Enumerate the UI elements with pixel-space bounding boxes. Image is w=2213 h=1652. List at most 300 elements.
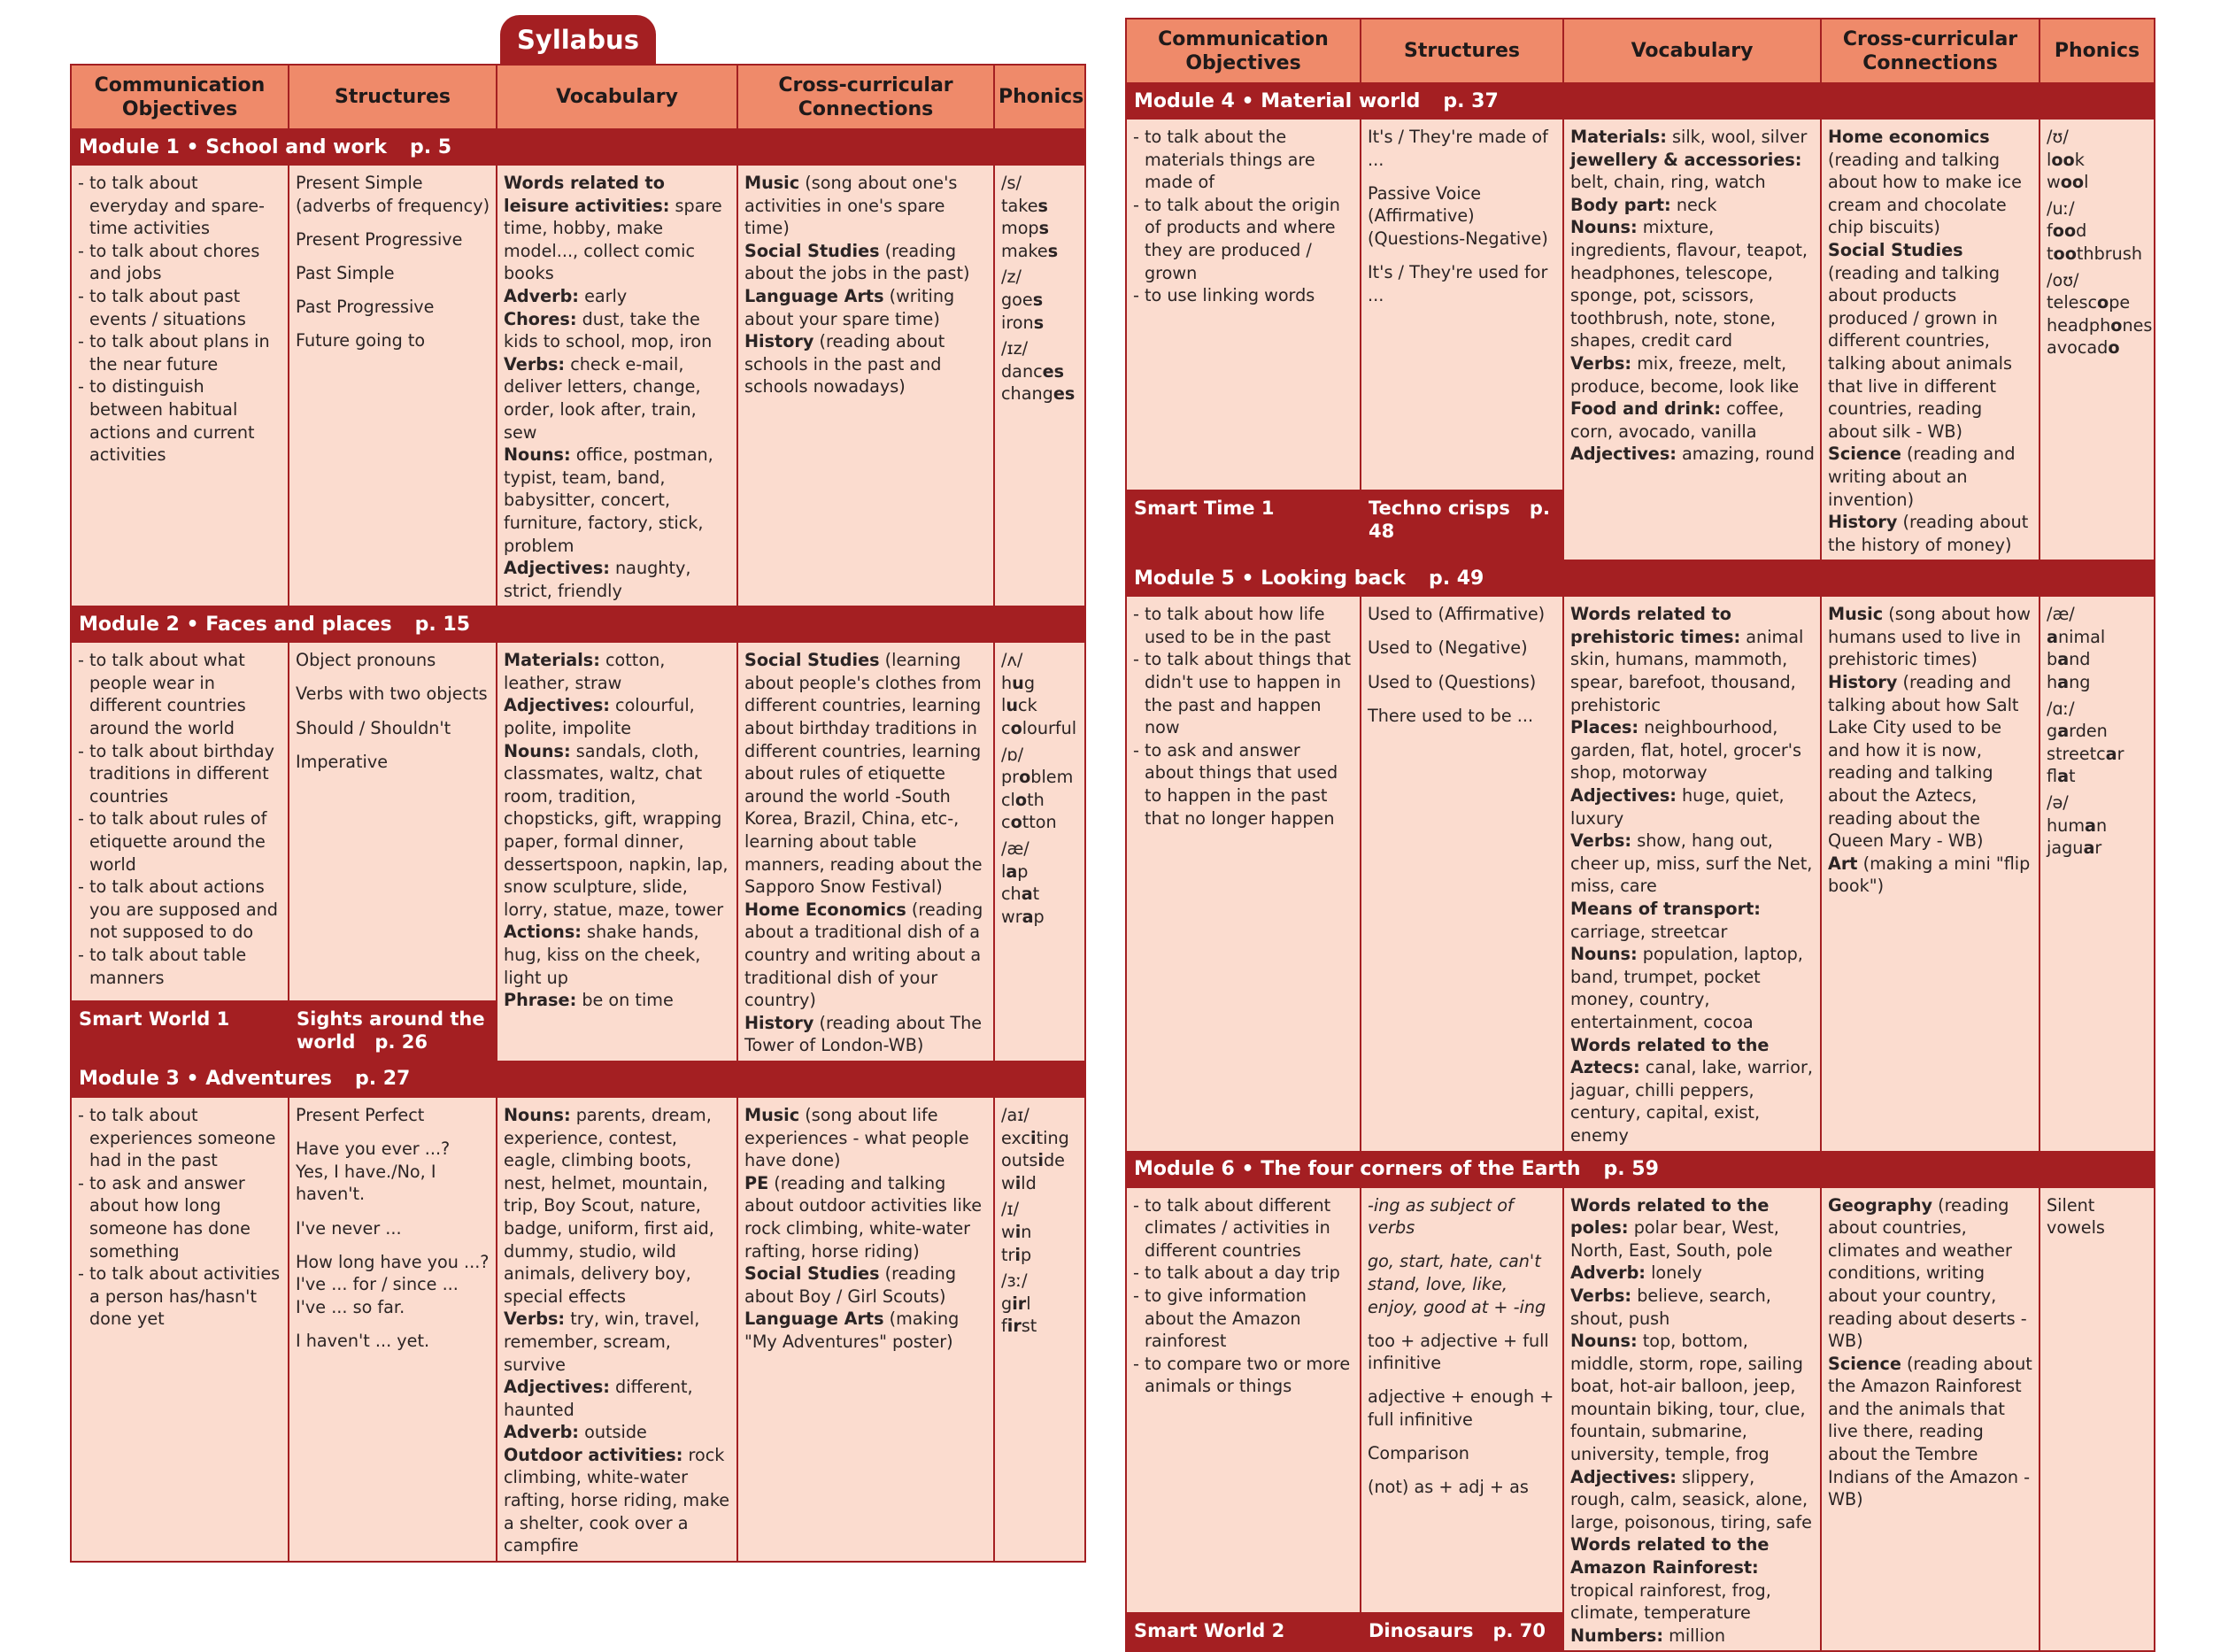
entry-text: mixture, ingredients, flavour, teapot, headphones, telescope, sponge, pot, scissors, toothbrush, note, stone, shapes, credit card	[1570, 217, 1808, 351]
entry	[1570, 443, 1815, 466]
entry	[504, 1421, 731, 1444]
word-part: k	[2074, 149, 2085, 170]
header-cross-curricular: Cross-curricular Connections	[737, 65, 994, 129]
entry-text: tropical rainforest, frog, climate, temperature	[1570, 1579, 1771, 1624]
header-phonics: Phonics	[2040, 19, 2155, 83]
phonics-symbol: /s/	[1001, 173, 1022, 193]
entry-text: colourful, polite, impolite	[504, 695, 695, 739]
entry-text: parents, dream, experience, contest, eagle, climbing boots, nest, helmet, mountain, trip, Boy Scout, nature, badge, uniform, first aid, dummy, studio, wild animals, delivery boy, special effects	[504, 1104, 714, 1307]
word-highlight: u	[1006, 695, 1019, 716]
smart-world-2-label: Smart World 2	[1126, 1613, 1361, 1652]
entry	[504, 353, 731, 444]
word-part: t	[1032, 884, 1040, 905]
entry-text: (reading and talking about outdoor activities like rock climbing, white-water rafting, horse riding)	[744, 1172, 983, 1262]
word-part: h	[2047, 672, 2058, 693]
entry	[744, 172, 988, 240]
objective-item: - to talk about how life used to be in the past	[1133, 603, 1354, 648]
entry	[1570, 784, 1815, 830]
phonics-word	[1001, 789, 1079, 812]
phonics-word	[2047, 291, 2148, 314]
entry-label: PE	[744, 1172, 769, 1193]
phonics-symbol: /ɪz/	[1001, 338, 1029, 359]
word-highlight: a	[1022, 906, 1034, 927]
entry-text: silk, wool, silver	[1666, 127, 1808, 147]
entry-label: Art	[1828, 853, 1858, 874]
word-part: p	[1033, 906, 1045, 927]
entry	[1570, 943, 1815, 1033]
header-structures: Structures	[289, 65, 497, 129]
entry-label: Language Arts	[744, 1308, 884, 1330]
entry-text: neighbourhood, garden, flat, hotel, grocer's shop, motorway	[1570, 717, 1802, 784]
module-title: Module 1 • School and work	[79, 135, 388, 158]
word-part: outs	[1001, 1150, 1038, 1171]
entry	[1828, 603, 2033, 671]
word-part: ch	[1001, 884, 1022, 905]
structure-item: too + adjective + full infinitive	[1368, 1330, 1549, 1374]
entry-label: History	[1828, 672, 1898, 693]
objective-item: - to talk about what people wear in different countries around the world	[78, 649, 282, 739]
structure-item	[1368, 1194, 1557, 1239]
syllabus-table-left	[70, 64, 1086, 1563]
entry-label: Materials:	[1570, 127, 1667, 147]
objective-item: - to talk about the origin of products and where they are produced / grown	[1133, 194, 1354, 284]
entry-label: Geography	[1828, 1194, 1932, 1216]
phonics-word	[1001, 1172, 1079, 1195]
m5-comm-cell	[1126, 596, 1361, 1151]
word-part: g	[2047, 721, 2058, 742]
structure-item: Imperative	[296, 751, 388, 772]
entry-label: Adverb:	[504, 1422, 579, 1443]
word-highlight: o	[2097, 292, 2109, 313]
entry-label: Adjectives:	[1570, 785, 1677, 807]
structure-item: Have you ever ...?	[296, 1139, 451, 1160]
word-highlight: es	[1053, 383, 1076, 405]
phonics-word	[1001, 240, 1079, 263]
phonics-word	[1001, 382, 1079, 405]
entry	[1570, 149, 1815, 194]
entry	[1828, 511, 2033, 556]
objective-item: - to talk about table manners	[78, 944, 282, 989]
word-part: jagu	[2047, 838, 2084, 859]
header-communication: Communication Objectives	[1126, 19, 1361, 83]
module-6-title-bar	[1126, 1152, 2155, 1187]
module-title: Module 5 • Looking back	[1134, 567, 1406, 590]
objective-item: - to compare two or more animals or things	[1133, 1353, 1354, 1398]
word-part: goe	[1001, 289, 1033, 310]
entry-text: (reading and talking about products produced / grown in different countries, talking about animals that live in different countries, reading about silk - WB)	[1828, 262, 2012, 442]
entry	[744, 240, 988, 285]
phonics-word	[1001, 1293, 1079, 1316]
entry	[1570, 1034, 1815, 1147]
word-part: nimal	[2057, 626, 2106, 647]
entry	[1570, 1194, 1815, 1262]
entry-text: carriage, streetcar	[1570, 921, 1728, 942]
entry-text: (reading about a traditional dish of a country and writing about a traditional dish of your country)	[744, 899, 983, 1011]
structure-item: Verbs with two objects	[296, 683, 488, 705]
entry-label: Adverb:	[1570, 1262, 1646, 1284]
entry-label: Home economics	[1828, 127, 1990, 147]
objective-item: - to talk about past events / situations	[78, 285, 282, 330]
entry	[504, 1376, 731, 1421]
phonics-word	[2047, 336, 2148, 359]
header-vocabulary: Vocabulary	[497, 65, 737, 129]
phonics-word	[2047, 720, 2148, 743]
m1-cross-cell	[737, 165, 994, 606]
entry	[1828, 126, 2033, 239]
entry-text: population, laptop, band, trumpet, pocket money, country, entertainment, cocoa	[1570, 944, 1803, 1032]
entry-label: Nouns:	[504, 740, 571, 761]
module-2-title-bar	[71, 606, 1085, 642]
entry	[1570, 216, 1815, 352]
structure-item: Future going to	[296, 330, 426, 351]
header-phonics: Phonics	[994, 65, 1085, 129]
word-highlight: a	[2057, 672, 2070, 693]
entry-text: (reading about the Amazon Rainforest and the animals that live there, reading about the Tembre Indians of the Amazon - WB)	[1828, 1353, 2032, 1510]
word-part: pe	[2109, 292, 2131, 313]
word-part: h	[1001, 672, 1013, 693]
entry-text: neck	[1670, 194, 1717, 215]
entry	[744, 899, 988, 1012]
word-part: nd	[2069, 649, 2091, 670]
word-part: t	[2047, 243, 2054, 264]
entry	[504, 1308, 731, 1376]
entry-text: show, hang out, cheer up, miss, surf the Net, miss, care	[1570, 830, 1813, 897]
module-3-title-bar	[71, 1061, 1085, 1097]
entry-label: Words related to leisure activities:	[504, 173, 670, 216]
phonics-symbol: /æ/	[1001, 838, 1029, 860]
word-part: th	[1027, 789, 1045, 810]
entry	[1570, 830, 1815, 898]
structure-item: Used to (Affirmative)	[1368, 604, 1546, 625]
objective-item: - to use linking words	[1133, 284, 1354, 307]
m6-phonics-cell	[2040, 1187, 2155, 1652]
module-page: p. 15	[414, 613, 471, 636]
structure-item: Comparison	[1368, 1443, 1469, 1464]
phonics-word	[1001, 1127, 1079, 1150]
entry-text: try, win, travel, remember, scream, survive	[504, 1308, 700, 1375]
entry-label: Verbs:	[504, 1308, 566, 1330]
entry-label: Adjectives:	[1570, 444, 1677, 465]
m3-vocab-cell	[497, 1097, 737, 1562]
entry-label: Science	[1828, 1353, 1901, 1374]
phonics-word	[1001, 906, 1079, 929]
word-part: l	[1001, 695, 1006, 716]
entry	[1828, 239, 2033, 443]
word-highlight: a	[2047, 626, 2058, 647]
word-highlight: i	[1014, 1244, 1021, 1265]
entry	[744, 1308, 988, 1353]
module-title: Module 4 • Material world	[1134, 89, 1421, 112]
m3-struct-cell	[289, 1097, 497, 1562]
smart-world-1-title	[289, 1001, 497, 1061]
entry-text: dust, take the kids to school, mop, iron	[504, 308, 713, 352]
entry	[1570, 194, 1815, 217]
struct-ing: -ing as subject of verbs	[1368, 1194, 1514, 1239]
word-highlight: o	[1010, 718, 1022, 739]
header-vocabulary: Vocabulary	[1563, 19, 1821, 83]
word-part: headph	[2047, 314, 2111, 336]
entry-label: Adjectives:	[504, 695, 610, 716]
word-highlight: o	[2108, 337, 2120, 359]
entry-text: huge, quiet, luxury	[1570, 785, 1785, 829]
entry-label: jewellery & accessories:	[1570, 149, 1802, 170]
m6-comm-cell	[1126, 1187, 1361, 1613]
word-part: l	[2084, 172, 2089, 193]
word-part: r	[2117, 743, 2124, 764]
objective-item: - to talk about plans in the near future	[78, 330, 282, 375]
entry	[744, 285, 988, 330]
word-highlight: a	[1006, 861, 1018, 882]
phonics-word	[2047, 837, 2148, 860]
header-communication: Communication Objectives	[71, 65, 289, 129]
entry-label: Nouns:	[504, 1104, 571, 1125]
phonics-word	[2047, 743, 2148, 766]
entry	[744, 1104, 988, 1172]
entry-label: Language Arts	[744, 285, 884, 306]
word-part: iron	[1001, 312, 1034, 333]
entry	[1828, 671, 2033, 853]
entry-text: sandals, cloth, classmates, waltz, chat room, tradition, chopsticks, gift, wrapping paper, formal dinner, dessertspoon, napkin, lap, snow sculpture, slide, lorry, statue, maze, tower	[504, 740, 729, 920]
word-highlight: s	[1038, 218, 1050, 239]
phonics-symbol: /aɪ/	[1001, 1104, 1029, 1125]
entry-text: (reading about the jobs in the past)	[744, 240, 970, 284]
structure-item: Used to (Negative)	[1368, 637, 1528, 659]
word-highlight: i	[1014, 1221, 1022, 1242]
word-part: r	[2094, 838, 2102, 859]
word-part: g	[1001, 1293, 1013, 1314]
word-highlight: es	[1042, 360, 1065, 382]
phonics-word	[1001, 1315, 1079, 1338]
syllabus-table-right	[1125, 18, 2155, 1652]
phonics-symbol: /ɪ/	[1001, 1199, 1020, 1220]
entry	[1570, 716, 1815, 784]
m6-vocab-cell	[1563, 1187, 1821, 1652]
module-5-title-bar	[1126, 560, 2155, 596]
entry-label: Adjectives:	[504, 558, 610, 579]
module-page: p. 5	[410, 135, 452, 158]
entry-label: Music	[744, 173, 800, 193]
entry-label: History	[1828, 512, 1898, 533]
entry	[504, 1104, 731, 1308]
structure-item: How long have you ...?	[296, 1251, 490, 1272]
entry-label: Words related to prehistoric times:	[1570, 604, 1741, 647]
phonics-word	[1001, 1221, 1079, 1244]
entry-label: Means of transport:	[1570, 899, 1761, 919]
word-part: de	[1044, 1150, 1065, 1171]
structure-item: I've never ...	[296, 1217, 402, 1239]
entry-label: Verbs:	[1570, 352, 1632, 374]
structure-item: I've ... for / since ...	[296, 1274, 459, 1295]
structure-item: (not) as + adj + as	[1368, 1477, 1529, 1498]
word-part: l	[2047, 149, 2052, 170]
entry-text: (writing about your spare time)	[744, 285, 955, 329]
word-highlight: o	[2110, 314, 2123, 336]
entry	[1570, 1466, 1815, 1534]
smart-title-text: Sights around the world	[297, 1008, 485, 1054]
objective-item: - to talk about activities a person has/hasn't done yet	[78, 1262, 282, 1331]
word-highlight: o	[1019, 767, 1031, 788]
word-highlight: a	[2083, 838, 2095, 859]
word-part: c	[1001, 812, 1011, 833]
word-part: p	[1021, 1244, 1032, 1265]
phonics-word	[1001, 195, 1079, 218]
entry-label: Numbers:	[1570, 1625, 1664, 1646]
m1-comm-cell	[71, 165, 289, 606]
smart-title-text: Dinosaurs	[1369, 1619, 1474, 1641]
word-part: ng	[2069, 672, 2091, 693]
entry-label: Adverb:	[504, 285, 579, 306]
entry-label: Nouns:	[504, 444, 571, 466]
entry-label: Science	[1828, 444, 1901, 465]
phonics-word	[1001, 360, 1079, 383]
entry-label: Music	[1828, 604, 1884, 625]
entry	[1570, 352, 1815, 398]
word-part: t	[2069, 766, 2076, 787]
word-part: w	[1001, 1221, 1015, 1242]
phonics-word	[2047, 149, 2148, 172]
structure-item: adjective + enough + full infinitive	[1368, 1386, 1554, 1431]
word-part: ld	[1021, 1172, 1037, 1193]
m2-comm-cell	[71, 642, 289, 1001]
entry-text: top, bottom, middle, storm, rope, sailing boat, hot-air balloon, jeep, mountain biking, tour, clue, fountain, submarine, university, temple, frog	[1570, 1331, 1806, 1465]
entry-label: Verbs:	[1570, 830, 1632, 852]
m3-comm-cell	[71, 1097, 289, 1562]
entry-label: Words related to the Amazon Rainforest:	[1570, 1534, 1770, 1579]
m5-phonics-cell	[2040, 596, 2155, 1151]
word-highlight: ir	[1012, 1293, 1027, 1314]
entry-text: early	[578, 285, 628, 306]
word-highlight: oo	[2060, 172, 2085, 193]
entry	[744, 1172, 988, 1262]
phonics-word	[1001, 1149, 1079, 1172]
word-part: ck	[1018, 695, 1037, 716]
structure-item: Should / Shouldn't	[296, 717, 451, 738]
structure-item: It's / They're used for ...	[1368, 262, 1548, 305]
entry-text: amazing, round	[1676, 444, 1815, 465]
word-part: rden	[2069, 721, 2108, 742]
entry-label: Social Studies	[1828, 239, 1963, 260]
entry-label: History	[744, 331, 814, 352]
entry-label: Phrase:	[504, 990, 577, 1011]
objective-item: - to talk about everyday and spare-time activities	[78, 172, 282, 240]
word-part: l	[1001, 861, 1006, 882]
phonics-word	[1001, 766, 1079, 789]
phonics-word	[1001, 861, 1079, 884]
word-part: avocad	[2047, 337, 2109, 359]
entry	[1828, 853, 2033, 898]
word-highlight: u	[1012, 672, 1024, 693]
module-title: Module 6 • The four corners of the Earth	[1134, 1158, 1581, 1181]
entry-text: office, postman, typist, team, band, babysitter, concert, furniture, factory, stick, problem	[504, 444, 713, 556]
m2-phonics-cell	[994, 642, 1085, 1061]
objective-item: - to distinguish between habitual actions and current activities	[78, 375, 282, 466]
word-part: n	[2095, 814, 2108, 836]
entry	[1570, 1330, 1815, 1466]
word-part: nes	[2122, 314, 2153, 336]
phonics-symbol: /ə/	[2047, 792, 2069, 814]
phonics-word	[1001, 1244, 1079, 1267]
entry	[504, 308, 731, 353]
phonics-word	[2047, 671, 2148, 694]
entry-label: Actions:	[504, 922, 582, 943]
word-part: g	[1023, 672, 1036, 693]
structure-item: Present Perfect	[296, 1104, 425, 1125]
structure-item: I've ... so far.	[296, 1296, 405, 1317]
m2-vocab-cell	[497, 642, 737, 1061]
entry	[1570, 398, 1815, 443]
entry	[504, 989, 731, 1012]
entry	[1570, 1285, 1815, 1330]
word-highlight: s	[1047, 240, 1059, 261]
m5-vocab-cell	[1563, 596, 1821, 1151]
entry-text: (reading about schools in the past and schools nowadays)	[744, 331, 945, 398]
phonics-word	[2047, 626, 2148, 649]
phonics-word	[1001, 217, 1079, 240]
m2-struct-cell	[289, 642, 497, 1001]
structure-item: (Affirmative)	[1368, 205, 1475, 227]
objective-item: - to talk about actions you are supposed and not supposed to do	[78, 876, 282, 944]
phonics-word	[2047, 243, 2148, 266]
word-part: telesc	[2047, 292, 2098, 313]
word-part: tr	[1001, 1244, 1015, 1265]
entry-text: polar bear, West, North, East, South, pole	[1570, 1217, 1779, 1261]
word-part: pr	[1001, 767, 1020, 788]
entry	[1570, 603, 1815, 716]
entry-text: believe, search, shout, push	[1570, 1285, 1771, 1329]
entry-text: naughty, strict, friendly	[504, 558, 691, 601]
phonics-word	[2047, 220, 2148, 243]
entry-label: Nouns:	[1570, 217, 1638, 238]
entry	[1570, 1262, 1815, 1285]
word-part: hum	[2047, 814, 2086, 836]
entry-text: canal, lake, warrior, jaguar, chilli peppers, century, capital, exist, enemy	[1570, 1057, 1813, 1146]
entry	[504, 444, 731, 557]
phonics-symbol: /ɑː/	[2047, 698, 2075, 719]
entry-text: different, haunted	[504, 1377, 693, 1420]
phonics-word	[1001, 289, 1079, 312]
word-highlight: a	[2085, 814, 2096, 836]
word-part: w	[2047, 172, 2061, 193]
entry	[744, 1012, 988, 1057]
entry	[1570, 898, 1815, 943]
m4-cross-cell	[1821, 119, 2040, 560]
structure-item: Object pronouns	[296, 650, 436, 671]
phonics-word	[2047, 314, 2153, 337]
structure-item: There used to be ...	[1368, 705, 1534, 726]
word-part: ting	[1036, 1127, 1069, 1148]
m4-vocab-cell	[1563, 119, 1821, 560]
structure-item: Used to (Questions)	[1368, 671, 1537, 692]
entry-text: (reading about countries, climates and weather conditions, writing about your country, reading about deserts - WB)	[1828, 1194, 2027, 1352]
phonics-text: Silent vowels	[2047, 1194, 2105, 1239]
word-highlight: i	[1037, 1150, 1044, 1171]
entry	[504, 1444, 731, 1557]
smart-page: p. 26	[374, 1031, 428, 1054]
word-highlight: a	[1021, 884, 1033, 905]
module-title: Module 3 • Adventures	[79, 1068, 332, 1091]
entry-label: Materials:	[504, 650, 600, 671]
objective-item: - to ask and answer about things that used to happen in the past that no longer happen	[1133, 739, 1354, 830]
structure-item: Present Progressive	[296, 228, 463, 250]
entry-text: check e-mail, deliver letters, change, order, look after, train, sew	[504, 353, 701, 443]
entry	[504, 557, 731, 602]
entry-text: cotton, leather, straw	[504, 650, 666, 693]
entry	[504, 921, 731, 989]
structure-item: (Questions-Negative)	[1368, 228, 1548, 249]
entry-text: (reading about Boy / Girl Scouts)	[744, 1263, 957, 1307]
header-structures: Structures	[1361, 19, 1563, 83]
entry-label: History	[744, 1012, 814, 1033]
